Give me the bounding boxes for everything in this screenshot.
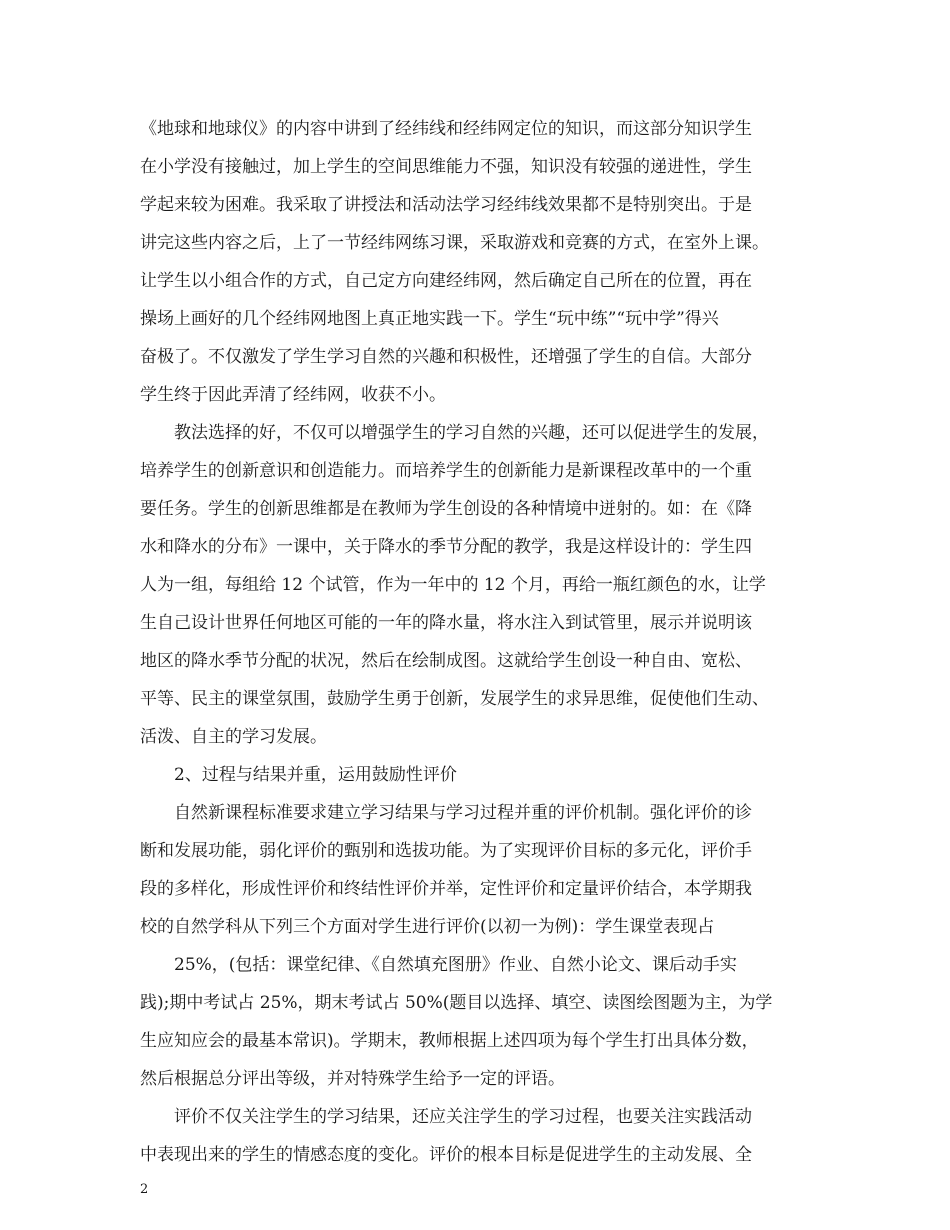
text-line: 践);期中考试占 25%，期末考试占 50%(题目以选择、填空、读图绘图题为主，为学 [140, 993, 773, 1013]
section-heading: 2、过程与结果并重，运用鼓励性评价 [174, 765, 457, 785]
text-line: 操场上画好的几个经纬网地图上真正地实践一下。学生“玩中练”“玩中学”得兴 [140, 309, 719, 329]
text-line: 地区的降水季节分配的状况，然后在绘制成图。这就给学生创设一种自由、宽松、 [140, 651, 752, 671]
text-line: 断和发展功能，弱化评价的甄别和选拔功能。为了实现评价目标的多元化，评价手 [140, 841, 752, 861]
text-line: 生应知应会的最基本常识)。学期末，教师根据上述四项为每个学生打出具体分数， [140, 1031, 759, 1051]
text-line: 评价不仅关注学生的学习结果，还应关注学生的学习过程，也要关注实践活动 [174, 1107, 752, 1127]
text-line: 然后根据总分评出等级，并对特殊学生给予一定的评语。 [140, 1069, 565, 1089]
text-line: 自然新课程标准要求建立学习结果与学习过程并重的评价机制。强化评价的诊 [174, 803, 752, 823]
text-line: 段的多样化，形成性评价和终结性评价并举，定性评价和定量评价结合，本学期我 [140, 879, 752, 899]
text-line: 要任务。学生的创新思维都是在教师为学生创设的各种情境中迸射的。如：在《降 [140, 499, 752, 519]
page-number: 2 [140, 1182, 149, 1197]
text-line: 生自己设计世界任何地区可能的一年的降水量，将水注入到试管里，展示并说明该 [140, 613, 752, 633]
text-line: 让学生以小组合作的方式，自己定方向建经纬网，然后确定自己所在的位置，再在 [140, 271, 752, 291]
text-line: 中表现出来的学生的情感态度的变化。评价的根本目标是促进学生的主动发展、全 [140, 1145, 752, 1165]
text-line: 平等、民主的课堂氛围，鼓励学生勇于创新，发展学生的求异思维，促使他们生动、 [140, 689, 769, 709]
text-line: 人为一组，每组给 12 个试管，作为一年中的 12 个月，再给一瓶红颜色的水，让学 [140, 575, 766, 595]
text-line: 25%，(包括：课堂纪律、《自然填充图册》作业、自然小论文、课后动手实 [174, 955, 737, 975]
text-line: 水和降水的分布》一课中，关于降水的季节分配的教学，我是这样设计的：学生四 [140, 537, 752, 557]
text-line: 奋极了。不仅激发了学生学习自然的兴趣和积极性，还增强了学生的自信。大部分 [140, 347, 752, 367]
text-line: 活泼、自主的学习发展。 [140, 727, 327, 747]
text-line: 教法选择的好，不仅可以增强学生的学习自然的兴趣，还可以促进学生的发展， [174, 423, 769, 443]
text-line: 培养学生的创新意识和创造能力。而培养学生的创新能力是新课程改革中的一个重 [140, 461, 752, 481]
text-line: 校的自然学科从下列三个方面对学生进行评价(以初一为例)：学生课堂表现占 [140, 917, 715, 937]
text-line: 在小学没有接触过，加上学生的空间思维能力不强，知识没有较强的递进性，学生 [140, 157, 752, 177]
text-line: 学生终于因此弄清了经纬网，收获不小。 [140, 385, 446, 405]
text-line: 《地球和地球仪》的内容中讲到了经纬线和经纬网定位的知识，而这部分知识学生 [140, 119, 752, 139]
text-line: 讲完这些内容之后，上了一节经纬网练习课，采取游戏和竞赛的方式，在室外上课。 [140, 233, 769, 253]
text-line: 学起来较为困难。我采取了讲授法和活动法学习经纬线效果都不是特别突出。于是 [140, 195, 752, 215]
